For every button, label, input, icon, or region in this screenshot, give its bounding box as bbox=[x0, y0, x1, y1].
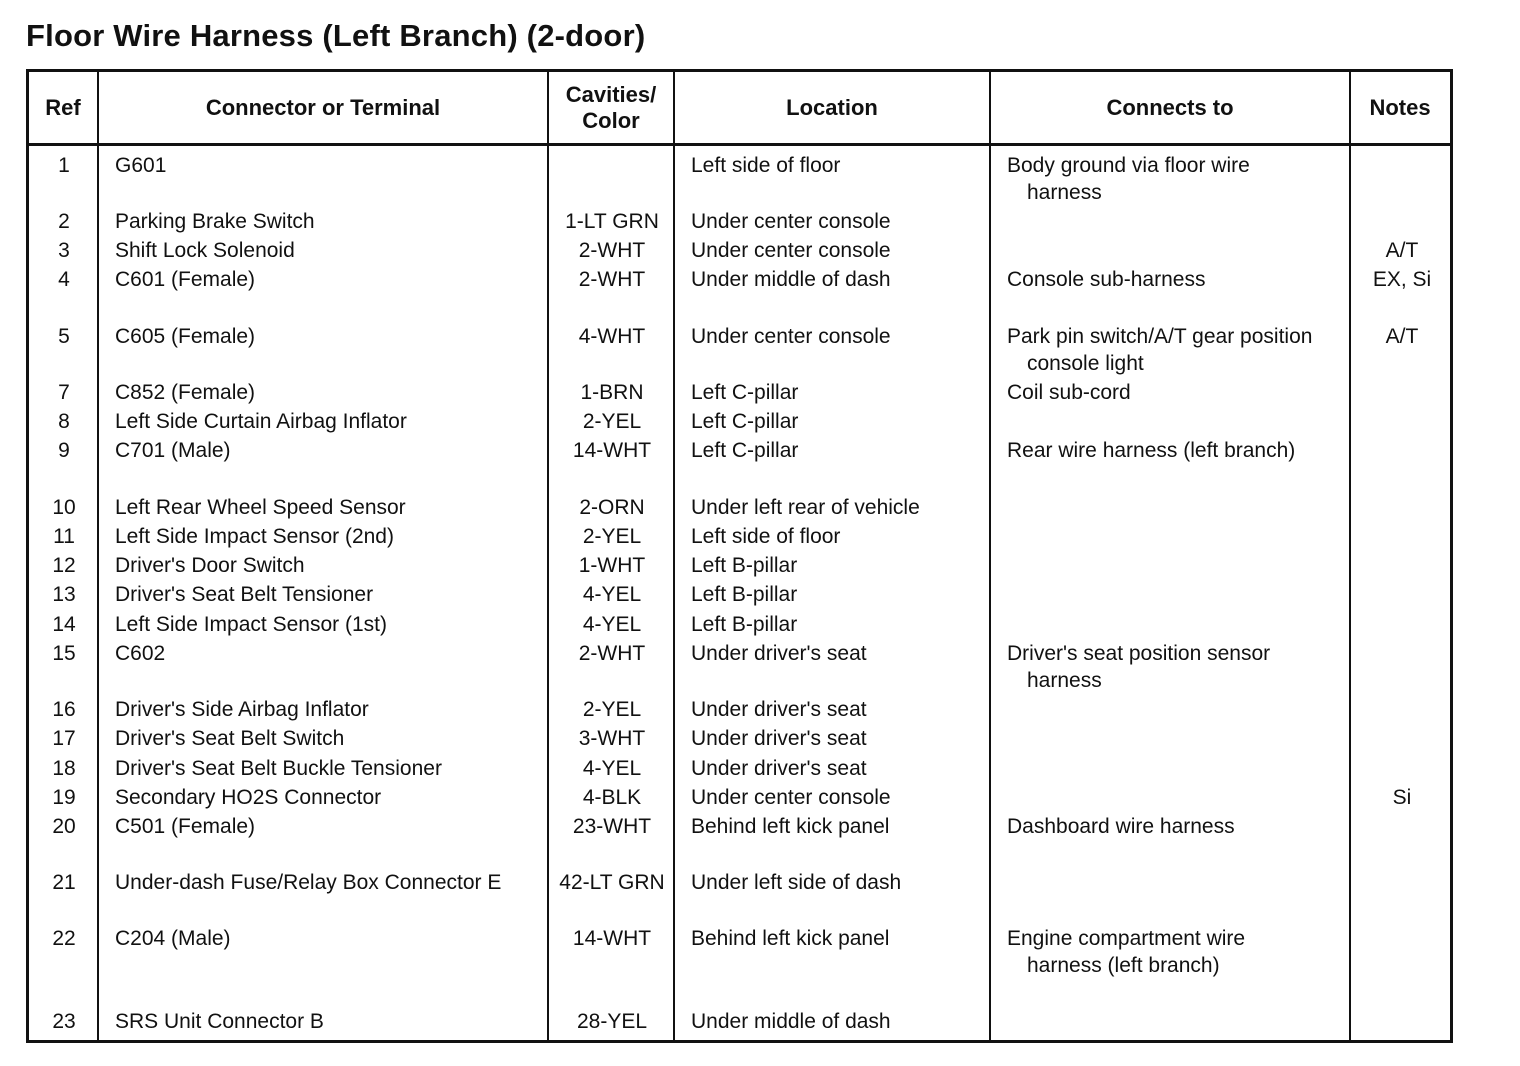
row-connector: Secondary HO2S Connector bbox=[115, 786, 382, 809]
row-location: Behind left kick panel bbox=[691, 927, 890, 950]
header-divider bbox=[29, 143, 1450, 146]
row-connects-to bbox=[1007, 925, 1245, 979]
row-connector: C701 (Male) bbox=[115, 439, 231, 462]
row-connector: C605 (Female) bbox=[115, 325, 256, 348]
header-connector: Connector or Terminal bbox=[205, 94, 441, 120]
row-ref: 21 bbox=[52, 871, 76, 894]
row-location: Under left side of dash bbox=[691, 871, 902, 894]
row-connector: C501 (Female) bbox=[115, 815, 256, 838]
row-location: Under driver's seat bbox=[691, 757, 867, 780]
row-cavities-color: 1-WHT bbox=[578, 554, 646, 577]
row-cavities-color: 4-YEL bbox=[582, 613, 642, 636]
header-cavities-line2: Color bbox=[582, 107, 640, 133]
row-connector: Left Side Impact Sensor (2nd) bbox=[115, 525, 394, 548]
row-connector: C852 (Female) bbox=[115, 381, 256, 404]
row-location: Behind left kick panel bbox=[691, 815, 890, 838]
row-cavities-color: 1-LT GRN bbox=[565, 210, 659, 233]
column-divider bbox=[673, 72, 675, 1040]
row-ref: 15 bbox=[52, 642, 76, 665]
row-ref: 22 bbox=[52, 927, 76, 950]
row-cavities-color: 4-BLK bbox=[582, 786, 642, 809]
row-connects-to-line1: Driver's seat position sensor bbox=[1007, 642, 1271, 665]
row-ref: 9 bbox=[58, 439, 70, 462]
harness-table bbox=[26, 69, 1453, 1043]
row-location: Left B-pillar bbox=[691, 583, 798, 606]
row-cavities-color: 2-WHT bbox=[578, 642, 646, 665]
row-cavities-color: 4-WHT bbox=[578, 325, 646, 348]
row-connector: SRS Unit Connector B bbox=[115, 1010, 324, 1033]
column-divider bbox=[547, 72, 549, 1040]
row-connector: Driver's Door Switch bbox=[115, 554, 305, 577]
row-cavities-color: 23-WHT bbox=[572, 815, 652, 838]
row-ref: 19 bbox=[52, 786, 76, 809]
row-location: Left C-pillar bbox=[691, 381, 799, 404]
row-notes: Si bbox=[1392, 786, 1412, 809]
row-connects-to-line1: Rear wire harness (left branch) bbox=[1007, 439, 1296, 462]
row-connects-to bbox=[1007, 813, 1235, 840]
row-connects-to bbox=[1007, 640, 1270, 694]
row-cavities-color: 14-WHT bbox=[572, 927, 652, 950]
row-ref: 4 bbox=[58, 268, 70, 291]
row-location: Left B-pillar bbox=[691, 613, 798, 636]
row-connects-to-line2: harness bbox=[1027, 669, 1102, 692]
row-connector: Parking Brake Switch bbox=[115, 210, 315, 233]
row-connects-to-line1: Dashboard wire harness bbox=[1007, 815, 1235, 838]
row-ref: 5 bbox=[58, 325, 70, 348]
row-connects-to-line2: console light bbox=[1027, 352, 1144, 375]
header-cavities-line1: Cavities/ bbox=[565, 81, 657, 107]
header-ref: Ref bbox=[45, 94, 81, 120]
row-cavities-color: 2-YEL bbox=[582, 698, 642, 721]
row-cavities-color: 4-YEL bbox=[582, 757, 642, 780]
row-cavities-color: 3-WHT bbox=[578, 727, 646, 750]
row-ref: 3 bbox=[58, 239, 70, 262]
row-ref: 13 bbox=[52, 583, 76, 606]
row-connects-to-line1: Coil sub-cord bbox=[1007, 381, 1131, 404]
header-cavities bbox=[549, 72, 673, 143]
row-ref: 2 bbox=[58, 210, 70, 233]
row-connects-to-line1: Engine compartment wire bbox=[1007, 927, 1246, 950]
row-connector: G601 bbox=[115, 154, 167, 177]
row-ref: 8 bbox=[58, 410, 70, 433]
row-connects-to bbox=[1007, 437, 1295, 464]
column-divider bbox=[1349, 72, 1351, 1040]
row-notes: A/T bbox=[1385, 325, 1419, 348]
row-cavities-color: 42-LT GRN bbox=[559, 871, 665, 894]
row-connector: Left Side Curtain Airbag Inflator bbox=[115, 410, 407, 433]
row-ref: 14 bbox=[52, 613, 76, 636]
row-connects-to-line1: Body ground via floor wire bbox=[1007, 154, 1250, 177]
row-connector: Left Rear Wheel Speed Sensor bbox=[115, 496, 406, 519]
header-location: Location bbox=[786, 94, 878, 120]
row-ref: 11 bbox=[53, 525, 75, 548]
row-cavities-color: 1-BRN bbox=[580, 381, 644, 404]
row-connects-to bbox=[1007, 152, 1250, 206]
row-connector: Left Side Impact Sensor (1st) bbox=[115, 613, 387, 636]
header-connects-to: Connects to bbox=[1106, 94, 1234, 120]
row-location: Under center console bbox=[691, 325, 891, 348]
row-location: Under center console bbox=[691, 239, 891, 262]
row-connector: Shift Lock Solenoid bbox=[115, 239, 295, 262]
row-location: Left B-pillar bbox=[691, 554, 798, 577]
row-ref: 17 bbox=[52, 727, 76, 750]
row-notes: EX, Si bbox=[1372, 268, 1432, 291]
page-title: Floor Wire Harness (Left Branch) (2-door) bbox=[26, 18, 646, 53]
row-connector: Driver's Side Airbag Inflator bbox=[115, 698, 369, 721]
row-ref: 16 bbox=[52, 698, 76, 721]
row-location: Left C-pillar bbox=[691, 439, 799, 462]
row-cavities-color: 2-ORN bbox=[579, 496, 645, 519]
row-location: Under middle of dash bbox=[691, 268, 891, 291]
row-cavities-color: 2-YEL bbox=[582, 410, 642, 433]
row-location: Under driver's seat bbox=[691, 642, 867, 665]
row-notes: A/T bbox=[1385, 239, 1419, 262]
row-location: Under middle of dash bbox=[691, 1010, 891, 1033]
row-connects-to-line2: harness (left branch) bbox=[1027, 954, 1220, 977]
row-location: Left C-pillar bbox=[691, 410, 799, 433]
row-connector: Under-dash Fuse/Relay Box Connector E bbox=[115, 871, 502, 894]
row-ref: 20 bbox=[52, 815, 76, 838]
row-cavities-color: 2-YEL bbox=[582, 525, 642, 548]
row-ref: 10 bbox=[52, 496, 76, 519]
row-connects-to-line1: Console sub-harness bbox=[1007, 268, 1206, 291]
row-ref: 1 bbox=[58, 154, 70, 177]
row-connector: C204 (Male) bbox=[115, 927, 231, 950]
row-connects-to bbox=[1007, 379, 1131, 406]
row-connects-to bbox=[1007, 266, 1205, 293]
row-connector: C602 bbox=[115, 642, 166, 665]
row-ref: 18 bbox=[52, 757, 76, 780]
row-location: Under driver's seat bbox=[691, 727, 867, 750]
row-connects-to-line1: Park pin switch/A/T gear position bbox=[1007, 325, 1313, 348]
row-ref: 7 bbox=[58, 381, 70, 404]
row-cavities-color: 14-WHT bbox=[572, 439, 652, 462]
column-divider bbox=[989, 72, 991, 1040]
row-connects-to bbox=[1007, 323, 1312, 377]
row-location: Under center console bbox=[691, 786, 891, 809]
row-location: Under driver's seat bbox=[691, 698, 867, 721]
row-cavities-color: 2-WHT bbox=[578, 239, 646, 262]
row-ref: 12 bbox=[52, 554, 76, 577]
row-location: Under left rear of vehicle bbox=[691, 496, 920, 519]
row-location: Left side of floor bbox=[691, 525, 841, 548]
header-notes: Notes bbox=[1369, 94, 1431, 120]
row-location: Left side of floor bbox=[691, 154, 841, 177]
row-connector: Driver's Seat Belt Switch bbox=[115, 727, 345, 750]
row-connector: Driver's Seat Belt Tensioner bbox=[115, 583, 374, 606]
row-ref: 23 bbox=[52, 1010, 76, 1033]
row-cavities-color: 2-WHT bbox=[578, 268, 646, 291]
row-connects-to-line2: harness bbox=[1027, 181, 1102, 204]
row-cavities-color: 4-YEL bbox=[582, 583, 642, 606]
row-location: Under center console bbox=[691, 210, 891, 233]
row-cavities-color: 28-YEL bbox=[576, 1010, 648, 1033]
row-connector: Driver's Seat Belt Buckle Tensioner bbox=[115, 757, 442, 780]
row-connector: C601 (Female) bbox=[115, 268, 256, 291]
